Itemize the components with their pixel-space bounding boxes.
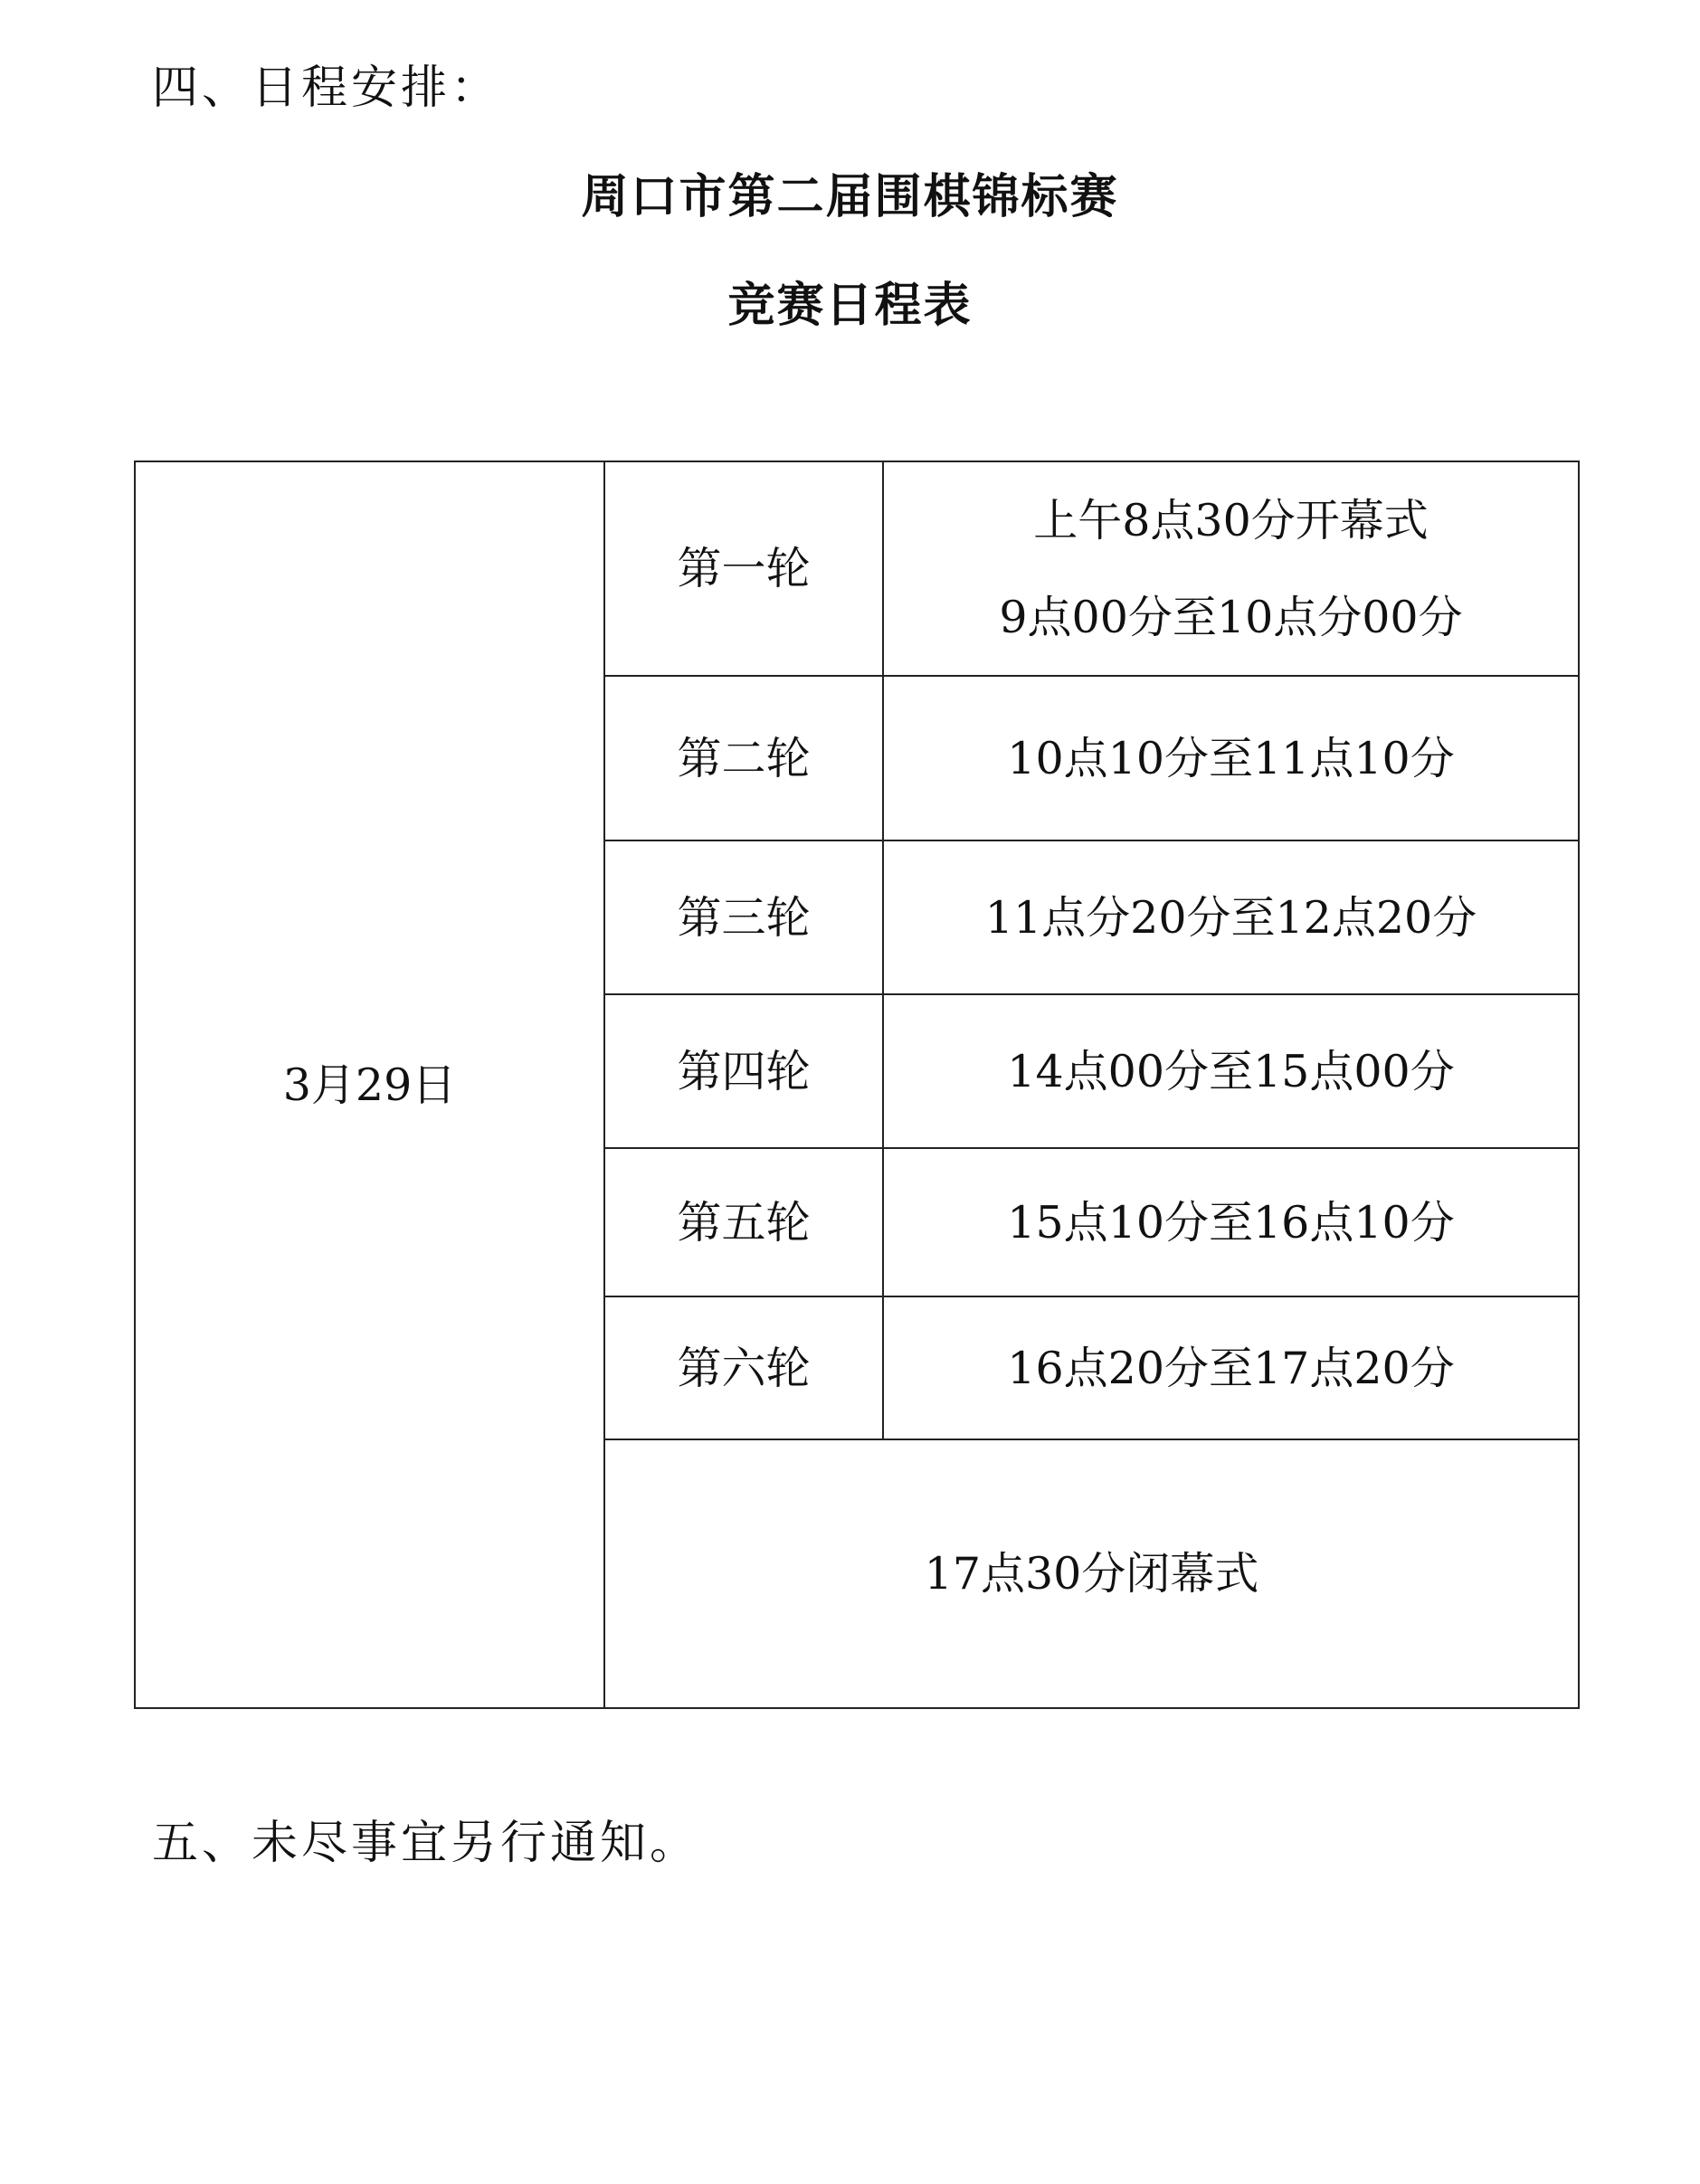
opening-ceremony-time: 上午8点30分开幕式 [1033, 494, 1429, 546]
round-time: 11点分20分至12点20分 [984, 891, 1477, 944]
round-cell [604, 676, 883, 840]
table-row [135, 461, 1579, 676]
closing-cell [604, 1439, 1579, 1708]
date-label: 3月29日 [282, 1059, 457, 1111]
document-subtitle: 竞赛日程表 [727, 279, 973, 333]
section-heading-notice: 五、未尽事宜另行通知。 [152, 1817, 700, 1870]
round-cell [604, 840, 883, 994]
time-cell [883, 461, 1579, 676]
round-cell [604, 1296, 883, 1439]
round-label: 第五轮 [677, 1196, 811, 1249]
round-label: 第二轮 [677, 732, 811, 784]
round-label: 第六轮 [677, 1342, 811, 1394]
time-cell [883, 840, 1579, 994]
time-cell [883, 994, 1579, 1148]
round-cell [604, 461, 883, 676]
round-cell [604, 1148, 883, 1296]
time-cell [883, 676, 1579, 840]
document-title: 周口市第二届围棋锦标赛 [581, 170, 1119, 224]
schedule-table [134, 461, 1580, 1709]
time-cell [883, 1148, 1579, 1296]
round-label: 第三轮 [677, 891, 811, 944]
round-time: 10点10分至11点10分 [1007, 732, 1455, 784]
round-time: 14点00分至15点00分 [1007, 1045, 1455, 1097]
date-cell [135, 461, 604, 1708]
round-label: 第一轮 [677, 543, 811, 594]
round-label: 第四轮 [677, 1045, 811, 1097]
round-time: 9点00分至10点分00分 [999, 591, 1463, 643]
round-cell [604, 994, 883, 1148]
section-heading-schedule: 四、日程安排： [152, 62, 501, 115]
time-cell [883, 1296, 1579, 1439]
round-time: 16点20分至17点20分 [1007, 1342, 1455, 1394]
round-time: 15点10分至16点10分 [1007, 1196, 1455, 1249]
closing-ceremony-time: 17点30分闭幕式 [924, 1548, 1259, 1600]
